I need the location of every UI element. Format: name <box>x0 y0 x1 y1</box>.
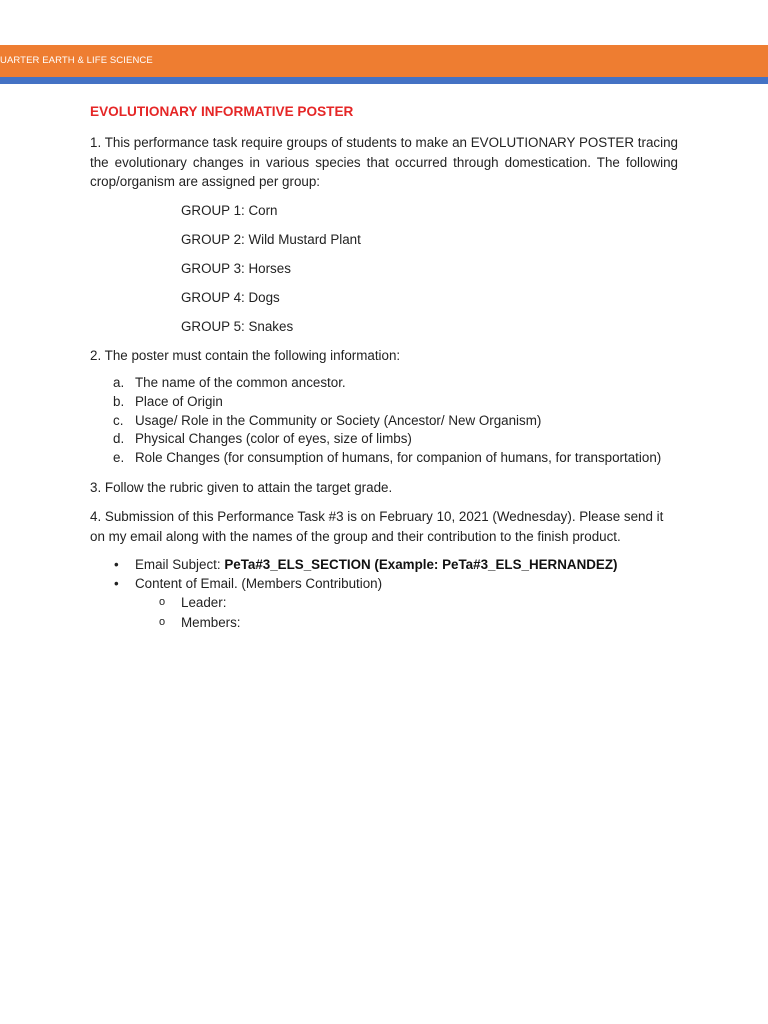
list-marker: c. <box>113 412 124 428</box>
group-item: GROUP 3: Horses <box>181 260 291 276</box>
bullet-icon: • <box>114 576 119 592</box>
requirement-item <box>90 412 678 431</box>
requirement-text: Role Changes (for consumption of humans, for companion of humans, for transportation) <box>135 450 662 466</box>
header-title: UARTER EARTH & LIFE SCIENCE <box>0 55 153 66</box>
members-item <box>90 613 678 633</box>
document-title: EVOLUTIONARY INFORMATIVE POSTER <box>90 104 354 119</box>
leader-label: Leader: <box>181 595 227 611</box>
item-4-paragraph: 4. Submission of this Performance Task #3 is on February 10, 2021 (Wednesday). Please send it on my email along with the names of the group and their contribution to the finish product. <box>90 509 664 544</box>
list-marker: b. <box>113 393 125 409</box>
item-2-paragraph: 2. The poster must contain the following information: <box>90 348 401 364</box>
group-item: GROUP 4: Dogs <box>181 290 280 306</box>
circle-bullet-icon: o <box>159 596 166 609</box>
requirement-text: Usage/ Role in the Community or Society (Ancestor/ New Organism) <box>135 412 542 428</box>
email-content-label: Content of Email. (Members Contribution) <box>135 576 383 592</box>
document-body <box>90 102 678 632</box>
members-label: Members: <box>181 614 241 630</box>
group-item: GROUP 5: Snakes <box>181 319 294 335</box>
email-subject-item <box>90 555 678 574</box>
requirement-item <box>90 449 678 468</box>
leader-item <box>90 593 678 613</box>
group-item: GROUP 1: Corn <box>181 202 278 218</box>
email-subject-label: Email Subject: <box>135 557 225 573</box>
list-marker: a. <box>113 374 125 390</box>
group-item: GROUP 2: Wild Mustard Plant <box>181 231 361 247</box>
list-marker: e. <box>113 450 125 466</box>
requirement-text: The name of the common ancestor. <box>135 374 346 390</box>
email-content-item <box>90 574 678 593</box>
header-bar <box>0 45 768 77</box>
requirements-list <box>90 374 678 468</box>
requirement-item <box>90 430 678 449</box>
item-3-paragraph: 3. Follow the rubric given to attain the target grade. <box>90 479 393 495</box>
circle-bullet-icon: o <box>159 615 166 628</box>
requirement-text: Place of Origin <box>135 393 223 409</box>
requirement-item <box>90 393 678 412</box>
item-1-paragraph: 1. This performance task require groups of students to make an EVOLUTIONARY POSTER tracing the evolutionary changes in various species that occurred through domestication. The following crop/organism are assigned per group: <box>90 135 678 189</box>
email-instructions <box>90 555 678 593</box>
email-subject-value: PeTa#3_ELS_SECTION (Example: PeTa#3_ELS_HERNANDEZ) <box>224 557 618 573</box>
header-stripe <box>0 77 768 84</box>
bullet-icon: • <box>114 557 119 573</box>
email-content-sublist <box>90 593 678 632</box>
requirement-item <box>90 374 678 393</box>
group-list <box>181 201 678 347</box>
list-marker: d. <box>113 431 125 447</box>
requirement-text: Physical Changes (color of eyes, size of limbs) <box>135 431 412 447</box>
